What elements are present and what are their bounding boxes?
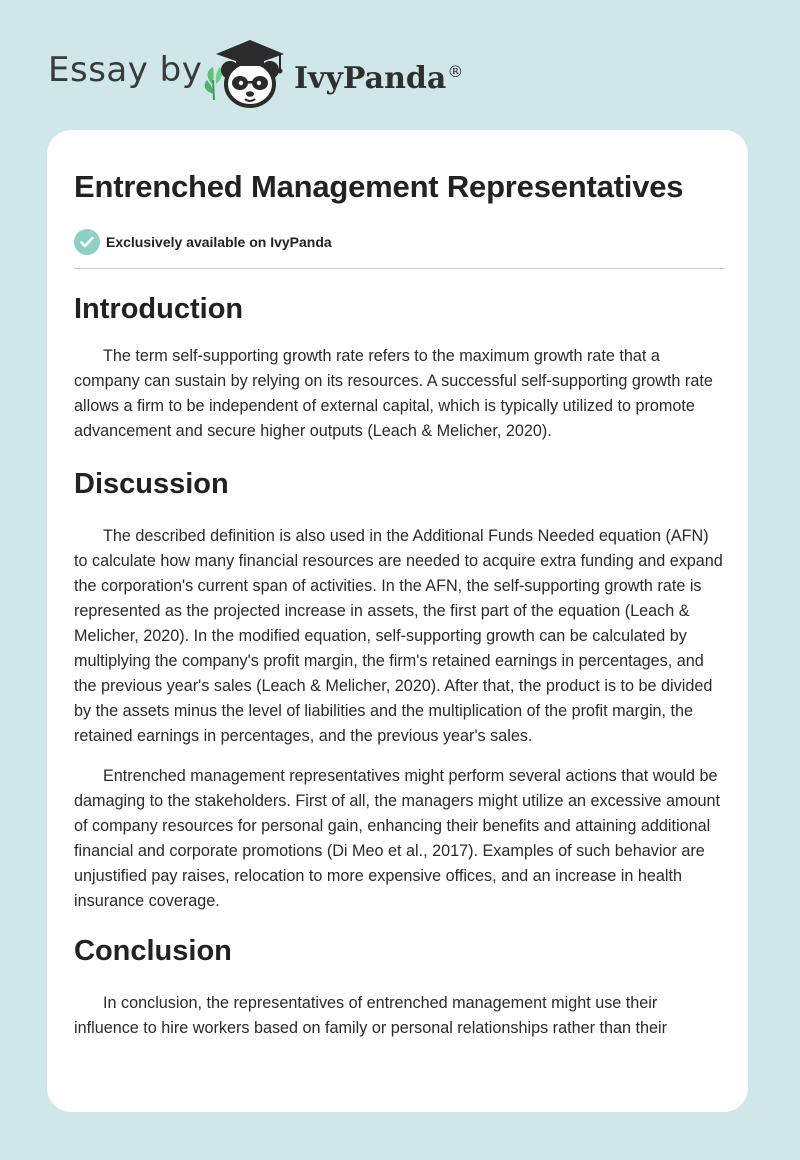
paragraph: In conclusion, the representatives of entrenched management might use their influence to hire workers based on family or personal relationships rather than their [74,994,667,1037]
section-heading-conclusion: Conclusion [74,935,232,967]
exclusive-badge [74,228,724,256]
check-icon [74,229,100,255]
essay-content [74,166,724,1041]
divider [74,268,724,269]
panda-graduation-cap-icon[interactable] [200,34,292,112]
site-header [0,0,800,120]
registered-mark: ® [447,62,464,81]
exclusive-label: Exclusively available on IvyPanda [106,234,332,250]
brand-name-text: IvyPanda [294,61,447,96]
section-heading-discussion: Discussion [74,468,229,500]
essay-card [47,130,748,1112]
brand-name[interactable] [294,54,463,97]
paragraph: The described definition is also used in the Additional Funds Needed equation (AFN) to calculate how many financial resources are needed to acquire extra funding and expand the corporation's current span of activities. In the AFN, the self-supporting growth rate is represented as the projected increase in assets, the first part of the equation (Leach & Melicher, 2020). In the modified equation, self-supporting growth can be calculated by multiplying the company's profit margin, the firm's retained earnings in percentages, and the previous year's sales (Leach & Melicher, 2020). After that, the product is to be divided by the assets minus the level of liabilities and the multiplication of the profit margin, the retained earnings in percentages, and the previous year's sales. [74,527,723,745]
paragraph: The term self-supporting growth rate refers to the maximum growth rate that a company can sustain by relying on its resources. A successful self-supporting growth rate allows a firm to be independent of external capital, which is typically utilized to promote advancement and secure higher outputs (Leach & Melicher, 2020). [74,347,713,440]
page-title: Entrenched Management Representatives [74,169,684,204]
section-heading-introduction: Introduction [74,293,244,325]
paragraph: Entrenched management representatives might perform several actions that would be damaging to the stakeholders. First of all, the managers might utilize an excessive amount of company resources for personal gain, enhancing their benefits and attaining additional financial and corporate promotions (Di Meo et al., 2017). Examples of such behavior are unjustified pay raises, relocation to more expensive offices, and an increase in health insurance coverage. [74,767,721,910]
brand-prefix: Essay by [48,50,203,90]
